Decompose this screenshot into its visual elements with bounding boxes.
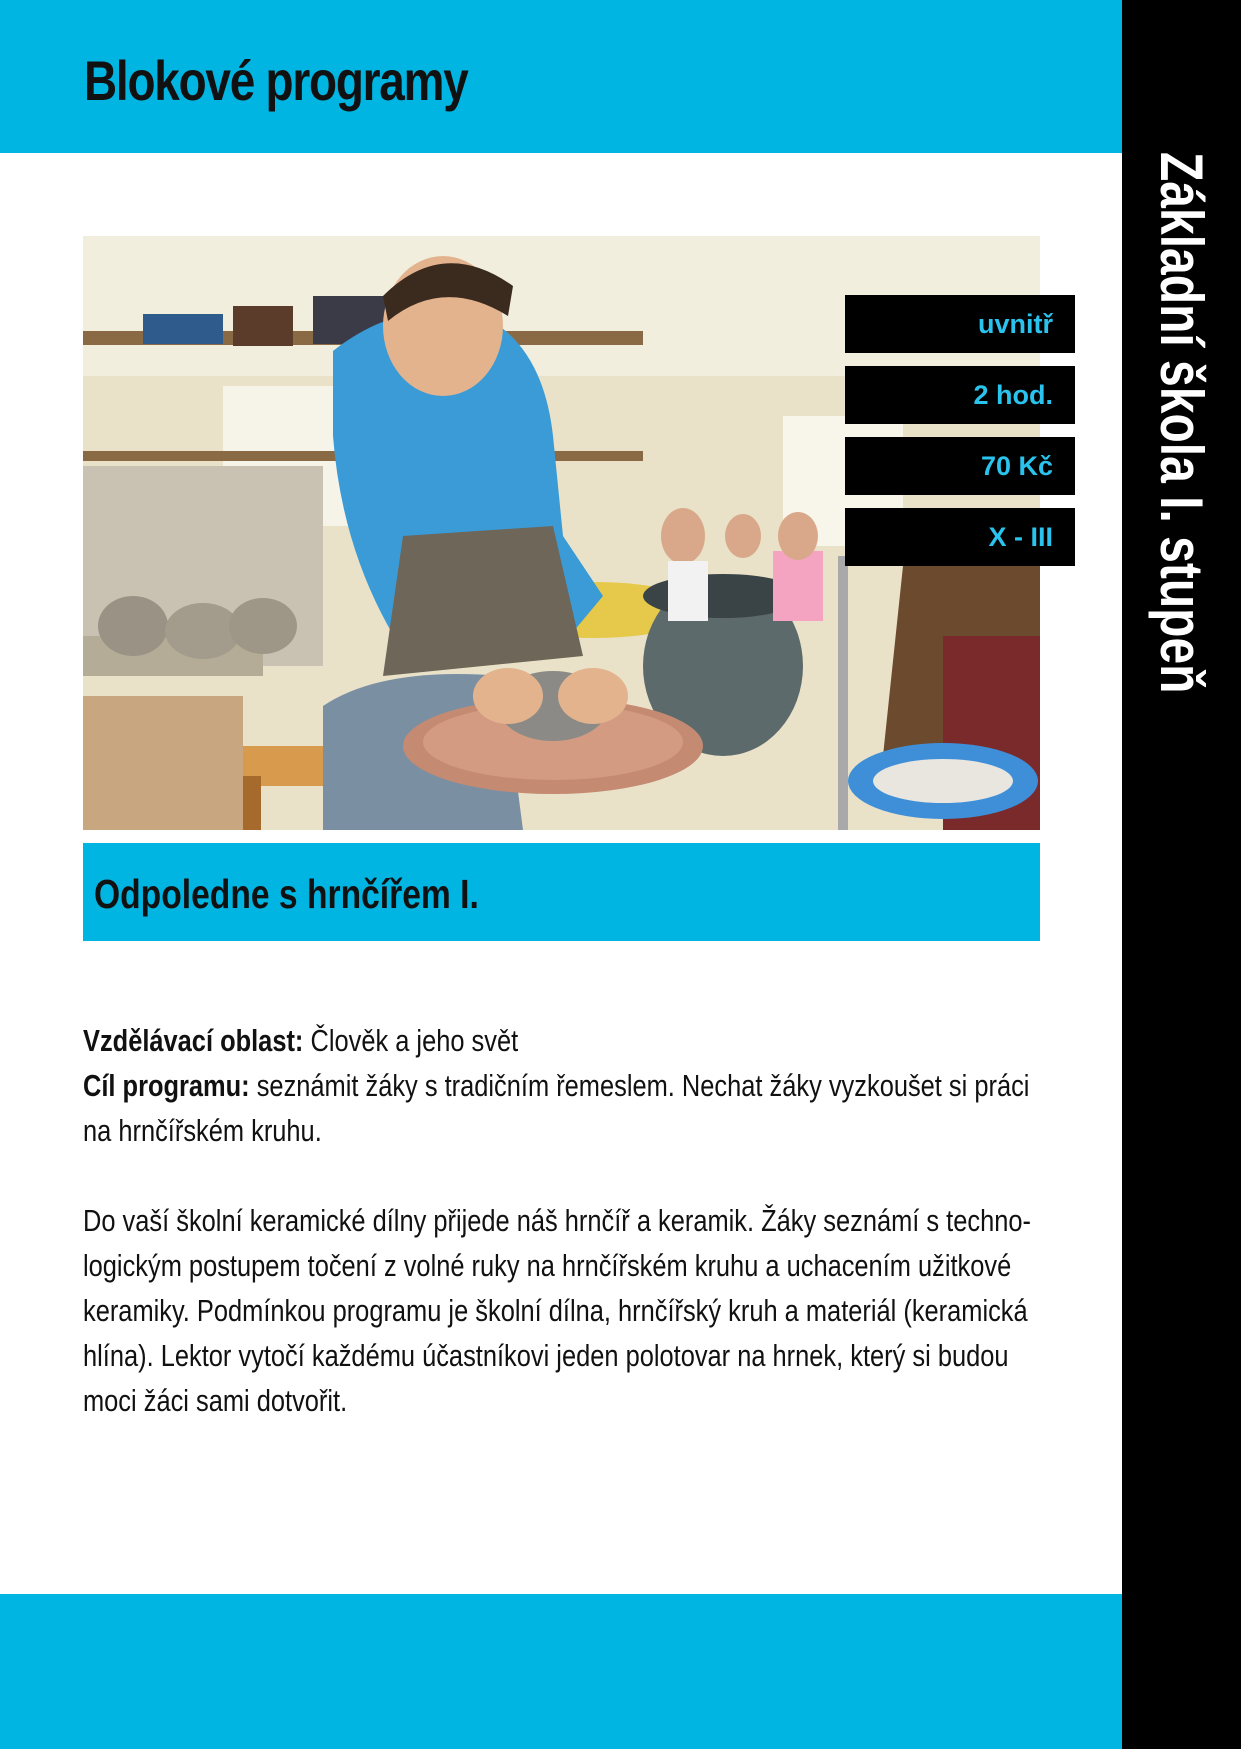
desc-line: keramiky. Podmínkou programu je školní dílna, hrnčířský kruh a materiál (keramická [83,1293,1028,1328]
goal-label: Cíl programu: [83,1068,250,1103]
footer-band [0,1594,1122,1749]
desc-line: Do vaší školní keramické dílny přijede náš hrnčíř a keramik. Žáky seznámí s techno- [83,1203,1031,1238]
area-value: Člověk a jeho svět [310,1023,519,1058]
page-title: Blokové programy [84,49,468,112]
area-line [83,1018,1042,1063]
desc-line: hlína). Lektor vytočí každému účastníkovi jeden polotovar na hrnek, který si budou [83,1338,1009,1373]
category-label: Základní škola I. stupeň [1148,152,1215,694]
goal-text-1: seznámit žáky s tradičním řemeslem. Nechat žáky vyzkoušet si práci [256,1068,1030,1103]
goal-text-2: na hrnčířském kruhu. [83,1113,322,1148]
program-content [83,1018,1042,1423]
tag-price: 70 Kč [845,437,1075,495]
goal-line [83,1063,1042,1108]
program-title: Odpoledne s hrnčířem I. [94,871,479,917]
desc-line: moci žáci sami dotvořit. [83,1383,348,1418]
tag-duration: 2 hod. [845,366,1075,424]
area-label: Vzdělávací oblast: [83,1023,304,1058]
desc-line: logickým postupem točení z volné ruky na hrnčířském kruhu a uchacením užitkové [83,1248,1012,1283]
program-title-box [83,843,1040,941]
tag-months: X - III [845,508,1075,566]
tag-location: uvnitř [845,295,1075,353]
